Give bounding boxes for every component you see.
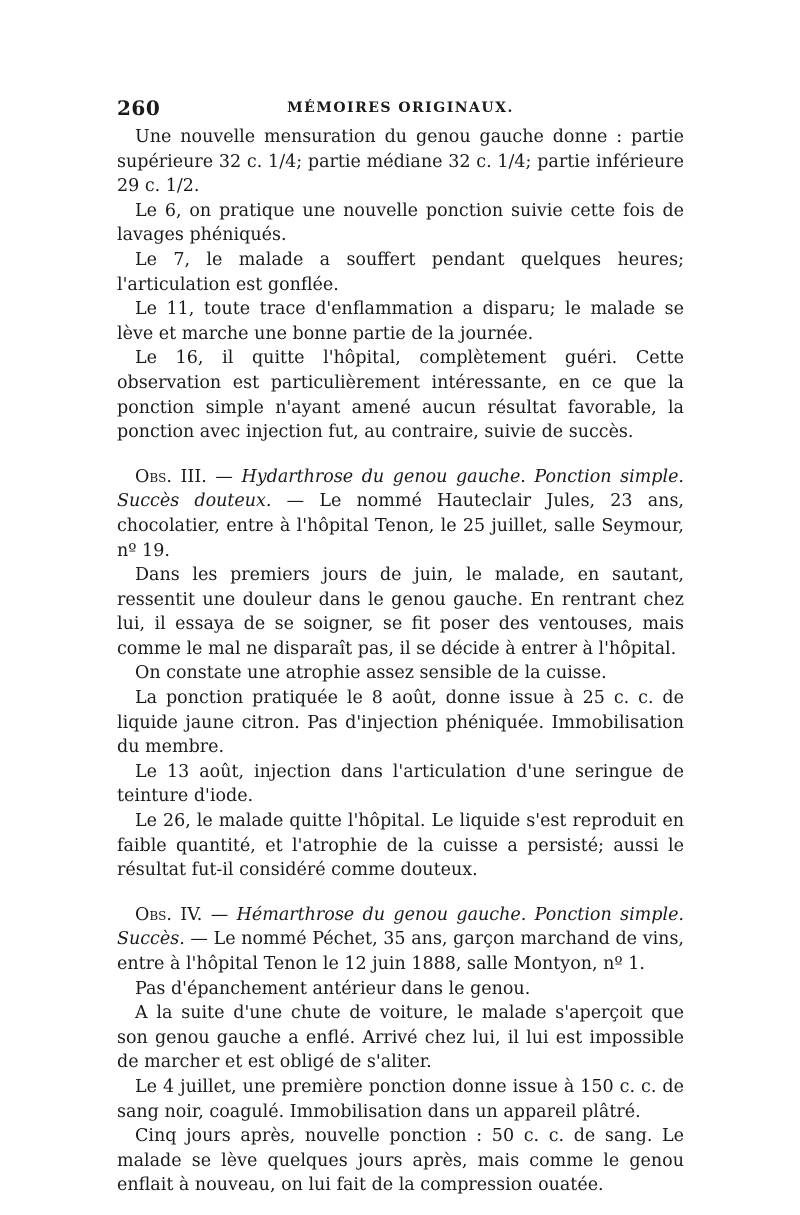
- paragraph: Le 13 août, injection dans l'articulation d'une seringue de teinture d'iode.: [117, 761, 684, 807]
- observation-label: Obs. III.: [135, 466, 207, 487]
- observation-title: Hydarthrose du genou gauche. Ponction simple. Succès douteux.: [117, 466, 684, 512]
- page-header: [117, 96, 684, 126]
- observation-intro: — Le nommé Péchet, 35 ans, garçon marchand de vins, entre à l'hôpital Tenon le 12 juin 1888, salle Montyon, nº 1.: [117, 929, 684, 974]
- paragraph: Le 4 juillet, une première ponction donne issue à 150 c. c. de sang noir, coagulé. Immobilisation dans un appareil plâtré.: [117, 1076, 684, 1122]
- paragraph: La ponction pratiquée le 8 août, donne issue à 25 c. c. de liquide jaune citron. Pas d'injection phéniquée. Immobilisation du membre.: [117, 688, 684, 758]
- dash: —: [202, 904, 237, 925]
- dash: —: [206, 466, 242, 487]
- observation-label: Obs. IV.: [135, 904, 203, 925]
- paragraph: On constate une atrophie assez sensible de la cuisse.: [135, 663, 607, 684]
- paragraph: Le 26, le malade quitte l'hôpital. Le liquide s'est reproduit en faible quantité, et l'atrophie de la cuisse a persisté; aussi le résultat fut-il considéré comme douteux.: [117, 811, 684, 881]
- body-text: [117, 125, 684, 1198]
- paragraph: Une nouvelle mensuration du genou gauche donne : partie supérieure 32 c. 1/4; partie médiane 32 c. 1/4; partie inférieure 29 c. 1/2.: [117, 127, 684, 197]
- observation-intro: — Le nommé Hauteclair Jules, 23 ans, chocolatier, entre à l'hôpital Tenon, le 25 juillet, salle Seymour, nº 19.: [117, 491, 684, 561]
- observation-heading-obs-iv: [117, 903, 684, 977]
- paragraph: A la suite d'une chute de voiture, le malade s'aperçoit que son genou gauche a enflé. Arrivé chez lui, il lui est impossible de marcher et est obligé de s'aliter.: [117, 1003, 684, 1073]
- paragraph: Dans les premiers jours de juin, le malade, en sautant, ressentit une douleur dans le genou gauche. En rentrant chez lui, il essaya de se soigner, se fit poser des ventouses, mais comme le mal ne disparaît pas, il se décide à entrer à l'hôpital.: [117, 565, 684, 659]
- running-head: MÉMOIRES ORIGINAUX.: [287, 100, 514, 116]
- observation-title: Hémarthrose du genou gauche. Ponction simple. Succès.: [117, 904, 684, 950]
- paragraph: Le 11, toute trace d'enflammation a disparu; le malade se lève et marche une bonne partie de la journée.: [117, 299, 684, 344]
- paragraph: Le 6, on pratique une nouvelle ponction suivie cette fois de lavages phéniqués.: [117, 200, 684, 246]
- page-number: 260: [117, 96, 161, 120]
- paragraph: Pas d'épanchement antérieur dans le genou.: [135, 978, 531, 999]
- observation-heading-obs-iii: [117, 465, 684, 563]
- paragraph: Cinq jours après, nouvelle ponction : 50 c. c. de sang. Le malade se lève quelques jours après, mais comme le genou enflait à nouveau, on lui fait de la compression ouatée.: [117, 1126, 684, 1196]
- paragraph: Le 7, le malade a souffert pendant quelques heures; l'articulation est gonflée.: [117, 249, 684, 295]
- paragraph: Le 16, il quitte l'hôpital, complètement guéri. Cette observation est particulièrement intéressante, en ce que la ponction simple n'ayant amené aucun résultat favorable, la ponction avec injection fut, au contraire, suivie de succès.: [117, 348, 684, 443]
